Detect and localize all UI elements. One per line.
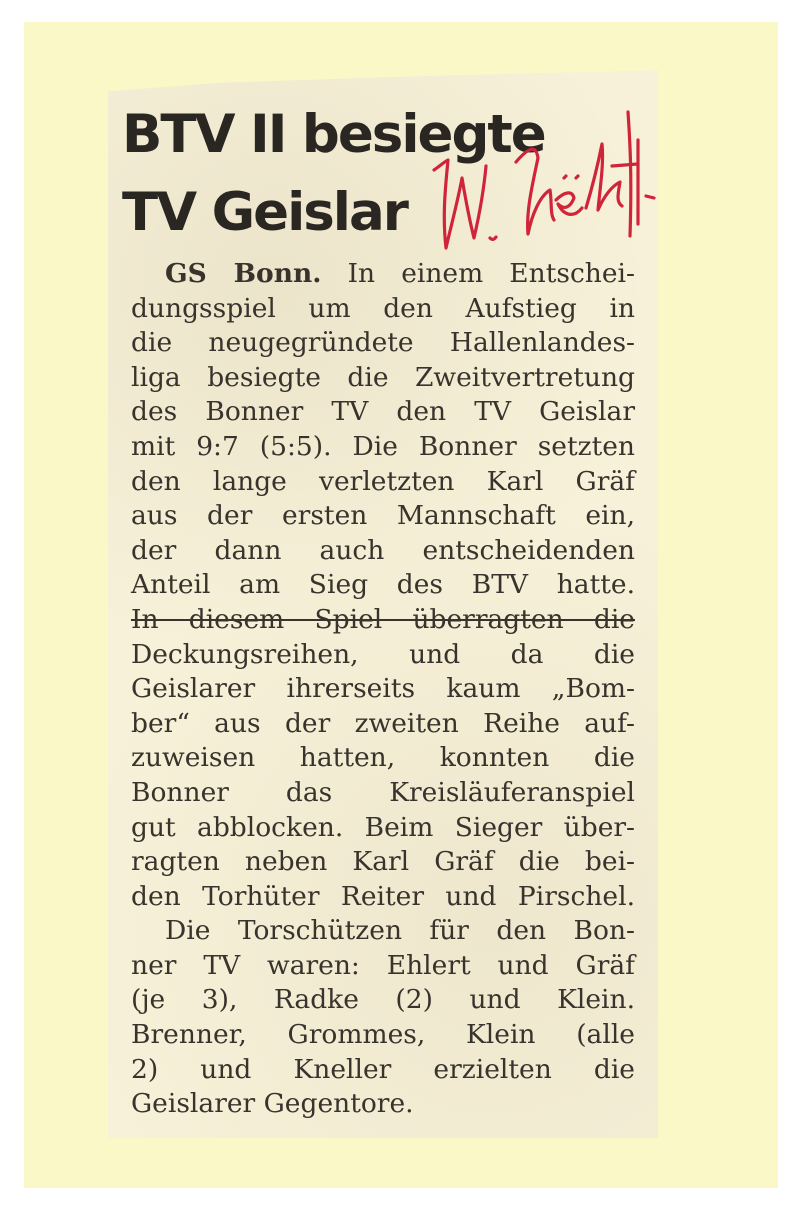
article-line: den lange verletzten Karl Gräf bbox=[131, 465, 635, 497]
article-line: Brenner, Grommes, Klein (alle bbox=[131, 1019, 635, 1051]
article-byline: GS Bonn. bbox=[165, 258, 322, 289]
article-line: des Bonner TV den TV Geislar bbox=[131, 396, 635, 428]
article-line-struck: In diesem Spiel überragten die bbox=[131, 603, 635, 635]
article-line: Anteil am Sieg des BTV hatte. bbox=[131, 569, 635, 601]
headline-line-1: BTV II besiegte bbox=[122, 104, 545, 165]
article-line: der dann auch entscheidenden bbox=[131, 534, 635, 566]
article-line: GS Bonn. In einem Entschei- bbox=[165, 258, 635, 289]
article-line: Geislarer Gegentore. bbox=[131, 1088, 414, 1120]
article-line: dungsspiel um den Aufstieg in bbox=[131, 292, 635, 324]
article-line: 2) und Kneller erzielten die bbox=[131, 1053, 635, 1085]
article-line: ber“ aus der zweiten Reihe auf- bbox=[131, 707, 635, 739]
article-line: ragten neben Karl Gräf die bei- bbox=[131, 846, 635, 878]
headline-line-2: TV Geislar bbox=[122, 182, 407, 243]
article-line: Die Torschützen für den Bon- bbox=[165, 915, 635, 947]
article-line: mit 9:7 (5:5). Die Bonner setzten bbox=[131, 430, 635, 462]
article-line: Geislarer ihrerseits kaum „Bom- bbox=[131, 673, 635, 705]
article-line: aus der ersten Mannschaft ein, bbox=[131, 500, 635, 532]
article-line: Bonner das Kreisläuferanspiel bbox=[131, 776, 635, 808]
article-line: zuweisen hatten, konnten die bbox=[131, 742, 635, 774]
article-line: die neugegründete Hallenlandes- bbox=[131, 327, 635, 359]
article-body bbox=[131, 257, 635, 1122]
article-line: (je 3), Radke (2) und Klein. bbox=[131, 984, 635, 1016]
article-line: liga besiegte die Zweitvertretung bbox=[131, 361, 635, 393]
article-line: ner TV waren: Ehlert und Gräf bbox=[131, 949, 635, 981]
handwritten-signature bbox=[432, 104, 658, 254]
article-line: Deckungsreihen, und da die bbox=[131, 638, 635, 670]
article-line: gut abblocken. Beim Sieger über- bbox=[131, 811, 635, 843]
article-line: den Torhüter Reiter und Pirschel. bbox=[131, 880, 635, 912]
